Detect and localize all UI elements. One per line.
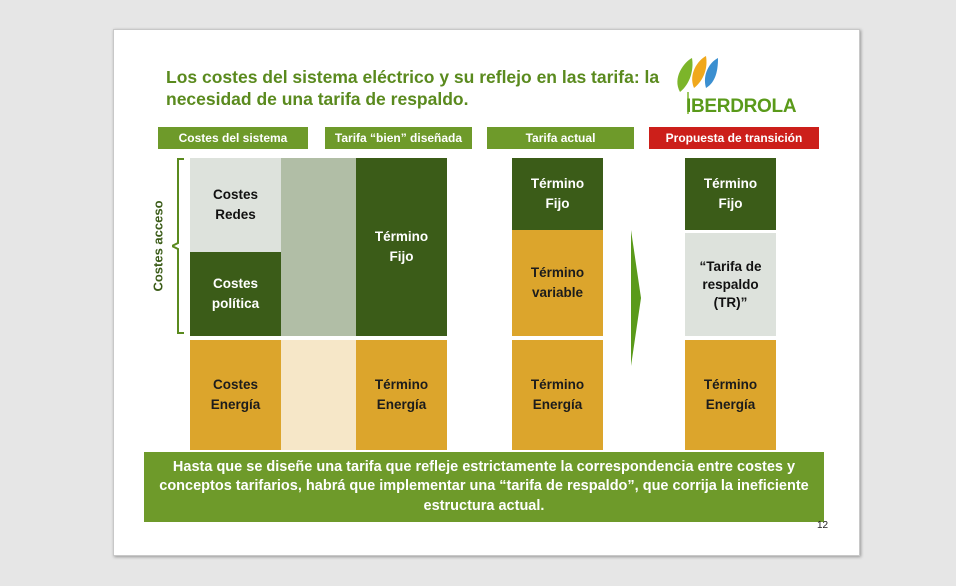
block-tarifa-bien-fijo	[356, 158, 447, 336]
block-propuesta-fijo	[685, 158, 776, 230]
header-costes-sistema: Costes del sistema	[158, 127, 308, 149]
costes-energia-text-line1: Costes	[212, 377, 258, 392]
block-costes-energia	[190, 340, 281, 450]
transition-arrow-icon	[628, 230, 642, 366]
logo-text: IBERDROLA	[686, 96, 797, 117]
tarifa-actual-fijo-text: Término Fijo	[530, 176, 585, 211]
tarifa-actual-energia-text: Término Energía	[530, 377, 585, 412]
costes-redes-text: Costes Redes	[212, 187, 258, 222]
page-number: 12	[817, 520, 829, 531]
connector-energy-costs	[281, 340, 356, 450]
block-propuesta-respaldo	[685, 233, 776, 336]
block-costes-redes	[190, 158, 281, 252]
header-propuesta: Propuesta de transición	[649, 127, 819, 149]
connector-fixed-costs	[281, 158, 356, 336]
block-propuesta-energia	[685, 340, 776, 450]
tarifa-actual-variable-text: Término variable	[530, 265, 585, 300]
left-brace-icon	[172, 157, 192, 335]
header-tarifa-actual: Tarifa actual	[487, 127, 634, 149]
costes-energia-text-line2: Energía	[210, 397, 261, 412]
propuesta-respaldo-text: “Tarifa de respaldo (TR)”	[699, 258, 762, 310]
block-tarifa-bien-energia	[356, 340, 447, 450]
block-tarifa-actual-energia	[512, 340, 603, 450]
block-tarifa-actual-variable	[512, 230, 603, 336]
tarifa-bien-fijo-text: Término Fijo	[374, 229, 429, 264]
costes-politica-text: Costes política	[211, 276, 260, 311]
propuesta-energia-text: Término Energía	[703, 377, 758, 412]
propuesta-fijo-text: Término Fijo	[703, 176, 758, 211]
conclusion-note: Hasta que se diseñe una tarifa que refleje estrictamente la correspondencia entre costes y conceptos tarifarios, habrá que implementar una “tarifa de respaldo”, que corrija la ineficiente estructura actual.	[144, 452, 824, 522]
tarifa-bien-energia-text: Término Energía	[374, 377, 429, 412]
slide-title: Los costes del sistema eléctrico y su reflejo en las tarifa: la necesidad de una tarifa de respaldo.	[166, 67, 660, 109]
block-tarifa-actual-fijo	[512, 158, 603, 230]
header-tarifa-bien: Tarifa “bien” diseñada	[325, 127, 472, 149]
side-label-costes-acceso: Costes acceso	[150, 200, 166, 292]
block-costes-politica	[190, 252, 281, 336]
